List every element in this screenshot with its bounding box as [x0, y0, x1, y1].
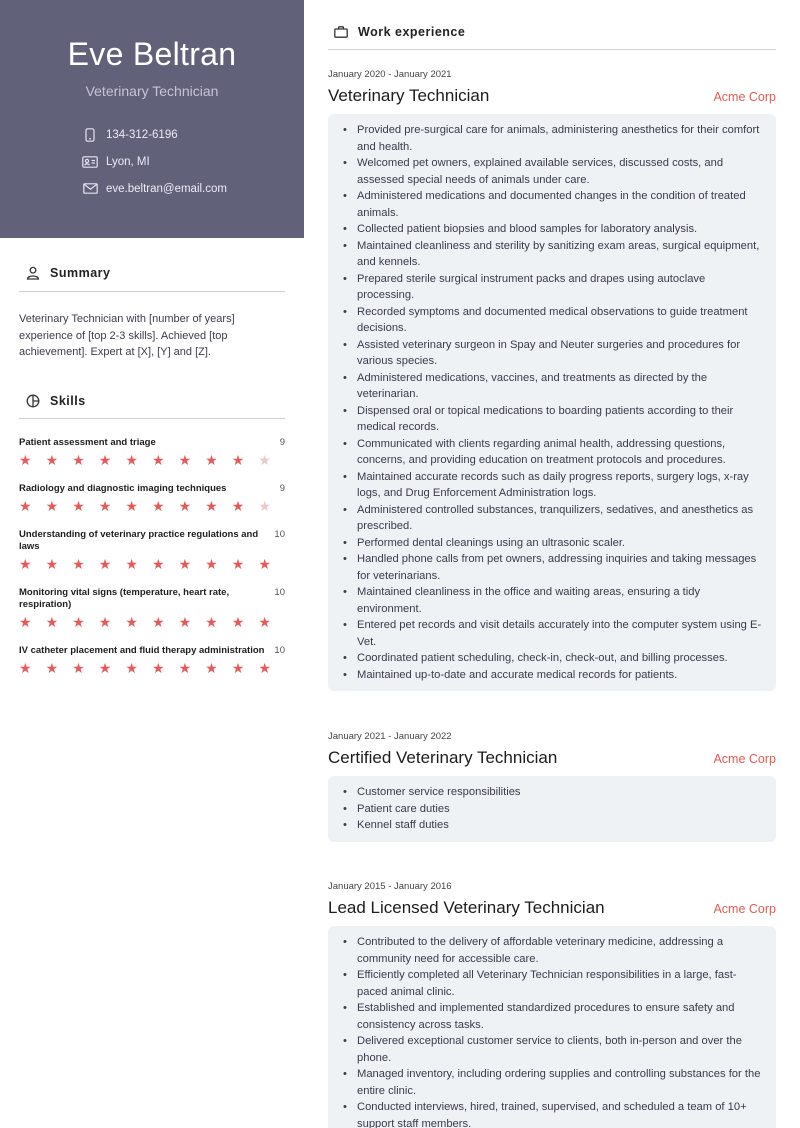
star-filled-icon: ★	[19, 660, 32, 676]
skill-name: Patient assessment and triage	[19, 437, 156, 448]
bullet-item: • Kennel staff duties	[356, 817, 762, 834]
skill-item	[19, 587, 285, 629]
location-text: Lyon, MI	[106, 155, 150, 168]
star-empty-icon: ★	[258, 498, 271, 514]
job-company: Acme Corp	[713, 90, 776, 104]
bullet-item: • Conducted interviews, hired, trained, supervised, and scheduled a team of 10+ support staff members.	[356, 1099, 762, 1128]
star-filled-icon: ★	[151, 498, 165, 514]
skills-heading	[24, 390, 86, 412]
star-filled-icon: ★	[98, 498, 112, 514]
email-address[interactable]: eve.beltran@email.com	[106, 182, 227, 195]
star-filled-icon: ★	[125, 498, 138, 514]
phone-icon	[82, 128, 98, 142]
skill-item	[19, 437, 285, 467]
star-filled-icon: ★	[231, 452, 245, 468]
skill-rating	[19, 615, 285, 629]
star-filled-icon: ★	[231, 556, 245, 572]
star-filled-icon: ★	[231, 498, 245, 514]
star-filled-icon: ★	[45, 556, 59, 572]
skill-rating	[19, 499, 285, 513]
star-filled-icon: ★	[205, 498, 218, 514]
work-divider	[328, 49, 776, 50]
star-filled-icon: ★	[205, 452, 218, 468]
star-empty-icon: ★	[258, 452, 271, 468]
star-filled-icon: ★	[19, 498, 32, 514]
job-title-row	[328, 86, 776, 106]
skill-score: 9	[279, 437, 285, 448]
skill-header	[19, 645, 285, 657]
contact-location	[82, 148, 304, 175]
job-dates: January 2020 - January 2021	[328, 69, 452, 80]
candidate-name: Eve Beltran	[67, 36, 237, 72]
star-filled-icon: ★	[205, 614, 218, 630]
job-responsibilities	[328, 776, 776, 842]
job-dates: January 2015 - January 2016	[328, 881, 452, 892]
star-filled-icon: ★	[45, 660, 59, 676]
contact-email	[82, 175, 304, 202]
contact-phone	[82, 121, 304, 148]
skill-rating	[19, 661, 285, 675]
star-filled-icon: ★	[19, 452, 32, 468]
star-filled-icon: ★	[151, 556, 165, 572]
star-filled-icon: ★	[72, 614, 85, 630]
skill-header	[19, 587, 285, 611]
star-filled-icon: ★	[19, 556, 32, 572]
bullet-item: • Performed dental cleanings using an ultrasonic scaler.	[356, 535, 762, 552]
bullet-item: • Coordinated patient scheduling, check-in, check-out, and billing processes.	[356, 650, 762, 667]
job-company: Acme Corp	[713, 902, 776, 916]
pie-chart-icon	[24, 392, 42, 410]
star-filled-icon: ★	[125, 660, 138, 676]
bullet-list	[356, 784, 762, 834]
star-filled-icon: ★	[45, 498, 59, 514]
star-filled-icon: ★	[178, 556, 192, 572]
bullet-item: • Maintained accurate records such as daily progress reports, surgery logs, x-ray logs, and Drug Enforcement Administration logs.	[356, 469, 762, 502]
skill-item	[19, 529, 285, 571]
skills-divider	[19, 418, 285, 419]
star-filled-icon: ★	[258, 556, 271, 572]
star-filled-icon: ★	[98, 660, 112, 676]
star-filled-icon: ★	[98, 614, 112, 630]
star-filled-icon: ★	[151, 660, 165, 676]
bullet-item: • Maintained cleanliness in the office and waiting areas, ensuring a tidy environment.	[356, 584, 762, 617]
skill-header	[19, 437, 285, 449]
skill-item	[19, 645, 285, 675]
job-title: Lead Licensed Veterinary Technician	[328, 898, 605, 917]
contact-list	[0, 121, 304, 202]
star-filled-icon: ★	[45, 614, 59, 630]
star-filled-icon: ★	[151, 614, 165, 630]
job-entry	[328, 731, 776, 842]
job-entry	[328, 69, 776, 691]
bullet-list	[356, 934, 762, 1128]
summary-heading	[24, 262, 110, 284]
bullet-item: • Contributed to the delivery of affordable veterinary medicine, addressing a community need for accessible care.	[356, 934, 762, 967]
summary-divider	[19, 291, 285, 292]
sidebar	[0, 0, 304, 1128]
bullet-item: • Customer service responsibilities	[356, 784, 762, 801]
bullet-item: • Established and implemented standardized procedures to ensure safety and consistency across tasks.	[356, 1000, 762, 1033]
star-filled-icon: ★	[205, 556, 218, 572]
mail-icon	[82, 182, 98, 196]
job-responsibilities	[328, 114, 776, 691]
skill-header	[19, 483, 285, 495]
person-icon	[24, 264, 42, 282]
star-filled-icon: ★	[258, 660, 271, 676]
star-filled-icon: ★	[72, 498, 85, 514]
summary-heading-label: Summary	[50, 266, 111, 280]
skills-heading-label: Skills	[50, 394, 86, 408]
skill-rating	[19, 557, 285, 571]
skill-score: 10	[274, 529, 285, 540]
job-entry	[328, 881, 776, 1128]
bullet-item: • Administered controlled substances, tranquilizers, sedatives, and anesthetics as prescribed.	[356, 502, 762, 535]
bullet-item: • Patient care duties	[356, 801, 762, 818]
profile-header	[0, 0, 304, 238]
star-filled-icon: ★	[125, 452, 138, 468]
bullet-item: • Dispensed oral or topical medications to boarding patients according to their medical records.	[356, 403, 762, 436]
bullet-list	[356, 122, 762, 683]
candidate-title: Veterinary Technician	[85, 83, 219, 99]
bullet-item: • Welcomed pet owners, explained available services, discussed costs, and assessed special needs of animals under care.	[356, 155, 762, 188]
job-company: Acme Corp	[713, 752, 776, 766]
bullet-item: • Prepared sterile surgical instrument packs and drapes using autoclave processing.	[356, 271, 762, 304]
bullet-item: • Maintained up-to-date and accurate medical records for patients.	[356, 667, 762, 684]
bullet-item: • Provided pre-surgical care for animals, administering anesthetics for their comfort and health.	[356, 122, 762, 155]
bullet-item: • Handled phone calls from pet owners, addressing inquiries and taking messages for veterinarians.	[356, 551, 762, 584]
skill-name: Monitoring vital signs (temperature, heart rate, respiration)	[19, 587, 230, 610]
star-filled-icon: ★	[125, 614, 138, 630]
star-filled-icon: ★	[178, 498, 192, 514]
skill-score: 9	[279, 483, 285, 494]
star-filled-icon: ★	[151, 452, 165, 468]
bullet-item: • Entered pet records and visit details accurately into the computer system using E-Vet.	[356, 617, 762, 650]
id-card-icon	[82, 155, 98, 169]
skill-rating	[19, 453, 285, 467]
bullet-item: • Communicated with clients regarding animal health, addressing questions, concerns, and providing education on treatment protocols and procedures.	[356, 436, 762, 469]
bullet-item: • Delivered exceptional customer service to clients, both in-person and over the phone.	[356, 1033, 762, 1066]
briefcase-icon	[332, 23, 350, 41]
star-filled-icon: ★	[72, 660, 85, 676]
skill-score: 10	[274, 645, 285, 656]
bullet-item: • Maintained cleanliness and sterility by sanitizing exam areas, surgical equipment, and kennels.	[356, 238, 762, 271]
bullet-item: • Recorded symptoms and documented medical observations to guide treatment decisions.	[356, 304, 762, 337]
star-filled-icon: ★	[205, 660, 218, 676]
star-filled-icon: ★	[72, 452, 85, 468]
skills-list	[19, 437, 285, 691]
star-filled-icon: ★	[98, 452, 112, 468]
skill-score: 10	[274, 587, 285, 598]
bullet-item: • Administered medications, vaccines, and treatments as directed by the veterinarian.	[356, 370, 762, 403]
work-experience-heading	[332, 21, 465, 43]
star-filled-icon: ★	[72, 556, 85, 572]
star-filled-icon: ★	[258, 614, 271, 630]
star-filled-icon: ★	[19, 614, 32, 630]
summary-text: Veterinary Technician with [number of years] experience of [top 2-3 skills]. Achieved [top achievement]. Expert at [X], [Y] and [Z].	[19, 313, 235, 358]
job-title: Certified Veterinary Technician	[328, 748, 558, 767]
phone-number: 134-312-6196	[106, 128, 178, 141]
bullet-item: • Managed inventory, including ordering supplies and controlling substances for the entire clinic.	[356, 1066, 762, 1099]
star-filled-icon: ★	[178, 614, 192, 630]
skill-name: IV catheter placement and fluid therapy administration	[19, 645, 265, 656]
work-heading-label: Work experience	[358, 25, 466, 39]
job-title-row	[328, 898, 776, 918]
star-filled-icon: ★	[125, 556, 138, 572]
star-filled-icon: ★	[98, 556, 112, 572]
star-filled-icon: ★	[231, 660, 245, 676]
star-filled-icon: ★	[178, 452, 192, 468]
skill-item	[19, 483, 285, 513]
star-filled-icon: ★	[178, 660, 192, 676]
job-title-row	[328, 748, 776, 768]
job-responsibilities	[328, 926, 776, 1128]
bullet-item: • Efficiently completed all Veterinary Technician responsibilities in a large, fast-paced animal clinic.	[356, 967, 762, 1000]
job-title: Veterinary Technician	[328, 86, 490, 105]
skill-name: Understanding of veterinary practice regulations and laws	[19, 529, 259, 552]
star-filled-icon: ★	[45, 452, 59, 468]
skill-header	[19, 529, 285, 553]
skill-name: Radiology and diagnostic imaging techniques	[19, 483, 227, 494]
bullet-item: • Assisted veterinary surgeon in Spay and Neuter surgeries and procedures for various species.	[356, 337, 762, 370]
bullet-item: • Administered medications and documented changes in the condition of treated animals.	[356, 188, 762, 221]
bullet-item: • Collected patient biopsies and blood samples for laboratory analysis.	[356, 221, 762, 238]
star-filled-icon: ★	[231, 614, 245, 630]
job-dates: January 2021 - January 2022	[328, 731, 452, 742]
